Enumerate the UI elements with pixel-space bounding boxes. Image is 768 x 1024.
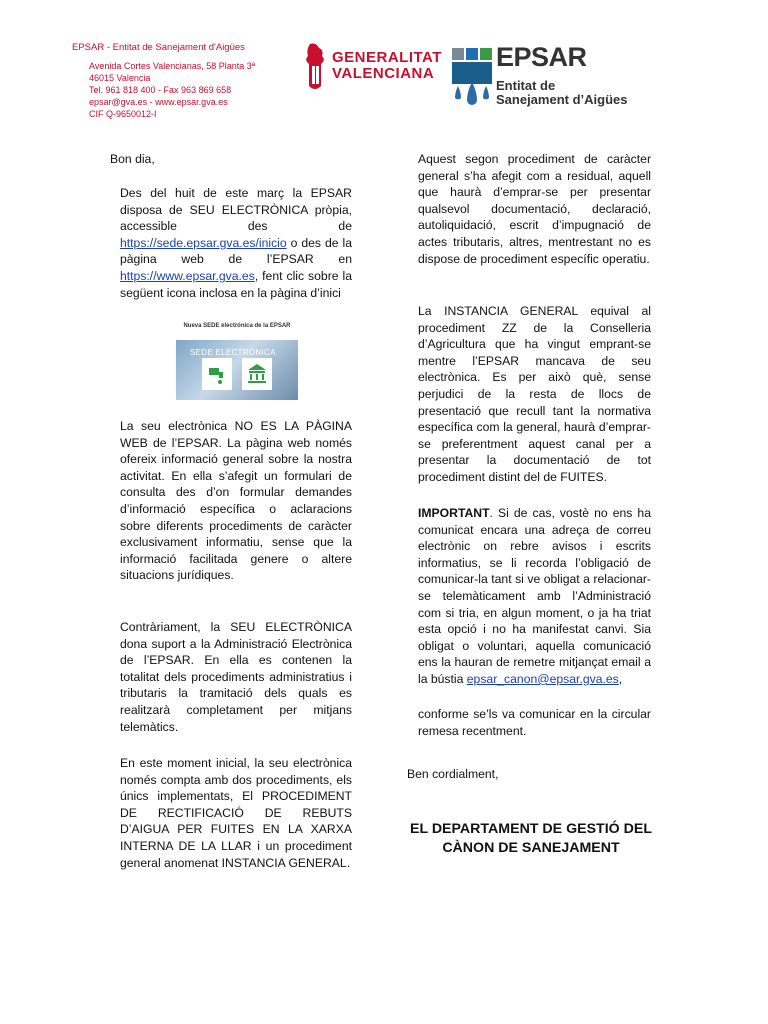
- closing: Ben cordialment,: [407, 767, 499, 781]
- paragraph-intro: [120, 185, 352, 301]
- address-line: 46015 Valencia: [89, 73, 151, 83]
- water-drops-icon: [450, 46, 494, 110]
- epsar-subtitle-line1: Entitat de: [496, 78, 556, 93]
- paragraph-conforme: conforme se’ls va comunicar en la circular remesa recentment.: [418, 707, 651, 738]
- important-label: IMPORTANT: [418, 506, 490, 520]
- epsar-logo: [450, 42, 630, 110]
- text-run: o des de la pàgina web de l’EPSAR en: [120, 235, 352, 267]
- sede-image: [176, 340, 298, 400]
- paragraph-segon-procediment: Aquest segon procediment de caràcter general s’ha afegit com a residual, aquell que haurà d’emprar-se per presentar qualsevol documentació, declaració, autoliquidació, escrit d’impugnació de actes tributaris, altres, mentrestant no es dispose de procediment específic operatiu.: [418, 152, 651, 266]
- sender-address: [89, 60, 255, 120]
- department-line1: EL DEPARTAMENT DE GESTIÓ DEL: [410, 821, 652, 837]
- generalitat-logo: [302, 42, 442, 98]
- sede-link[interactable]: https://sede.epsar.gva.es/inicio: [120, 235, 287, 250]
- website-link[interactable]: https://www.epsar.gva.es: [120, 268, 255, 283]
- paragraph-seu: Contràriament, la SEU ELECTRÒNICA dona suport a la Administració Electrònica de l’EPSAR. En ella es contenen la totalitat dels procediments administratius i tributaris la tramitació dels quals es realitzarà completament per mitjans telemàtics.: [120, 620, 352, 734]
- text-run: Des del huit de este març la EPSAR disposa de SEU ELECTRÒNICA pròpia, accessible des de: [120, 186, 352, 234]
- address-line: Tel. 961 818 400 - Fax 963 869 658: [89, 85, 232, 95]
- generalitat-line1: GENERALITAT: [332, 49, 442, 66]
- generalitat-emblem-icon: [302, 42, 328, 92]
- epsar-subtitle-line2: Sanejament d’Aigües: [496, 92, 628, 107]
- address-line: Avenida Cortes Valencianas, 58 Planta 3ª: [89, 61, 256, 71]
- paragraph-important: [418, 505, 651, 688]
- generalitat-line2: VALENCIANA: [332, 65, 435, 82]
- address-line: CIF Q-9650012-I: [89, 109, 157, 119]
- text-run: ,: [618, 671, 623, 686]
- epsar-title: EPSAR: [496, 42, 587, 72]
- address-line: epsar@gva.es - www.epsar.gva.es: [89, 97, 228, 107]
- text-run: . Si de cas, vostè no ens ha comunicat encara una adreça de correu electrònic on rebre avisos i escrits informatius, se li recorda l’obligació de comunicar-la tant si ve obligat a relacionar-se telemàticament amb l’Administració com si tria, en algun moment, o ja ha triat esta opció i no ha manifestat canvi. Sia obligat o voluntari, aquella comunicació ens la hauran de remetre mitjançat email a la bústia: [418, 506, 651, 686]
- email-link[interactable]: epsar_canon@epsar.gva.es: [466, 671, 619, 686]
- greeting: Bon dia,: [110, 152, 155, 166]
- sede-band-label: SEDE ELECTRÓNICA: [190, 348, 276, 357]
- sender-name: EPSAR - Entitat de Sanejament d'Aigües: [72, 42, 245, 53]
- faucet-icon: [202, 358, 232, 390]
- sede-caption: Nueva SEDE electrónica de la EPSAR: [183, 323, 291, 329]
- paragraph-instancia-general: La INSTANCIA GENERAL equival al procediment ZZ de la Conselleria d’Agricultura que ha vingut emprant-se mentre l’EPSAR mancava de seu electrònica. Es per això què, sense perjudici de la resta de llocs de presentació que recull tant la normativa específica com la general, haurà d’emprar-se preferentment aquest canal per a presentar la documentació de tot procediment distint del de FUITES.: [418, 304, 651, 484]
- building-icon: [242, 358, 272, 390]
- signature-department: [400, 820, 662, 858]
- paragraph-procediments: En este moment inicial, la seu electrònica només compta amb dos procediments, els únics implementats, El PROCEDIMENT DE RECTIFICACIÓ DE REBUTS D’AIGUA PER FUITES EN LA XARXA INTERNA DE LA LLAR i un procediment general anomenat INSTANCIA GENERAL.: [120, 756, 352, 870]
- text-run: , fent clic sobre la següent icona inclosa en la pàgina d’inici: [120, 268, 352, 300]
- sede-electronica-banner[interactable]: [176, 320, 298, 402]
- paragraph-web-page: La seu electrònica NO ES LA PÀGINA WEB de l’EPSAR. La pàgina web només ofereix informació general sobre la nostra activitat. En ella s’afegit un formulari de consulta des d’on formular demandes d’informació específica o aclaracions sobre diferents procediments de caràcter exclusivament informatiu, sense que la informació facilitada genere o altere situacions jurídiques.: [120, 419, 352, 583]
- department-line2: CÀNON DE SANEJAMENT: [442, 840, 620, 856]
